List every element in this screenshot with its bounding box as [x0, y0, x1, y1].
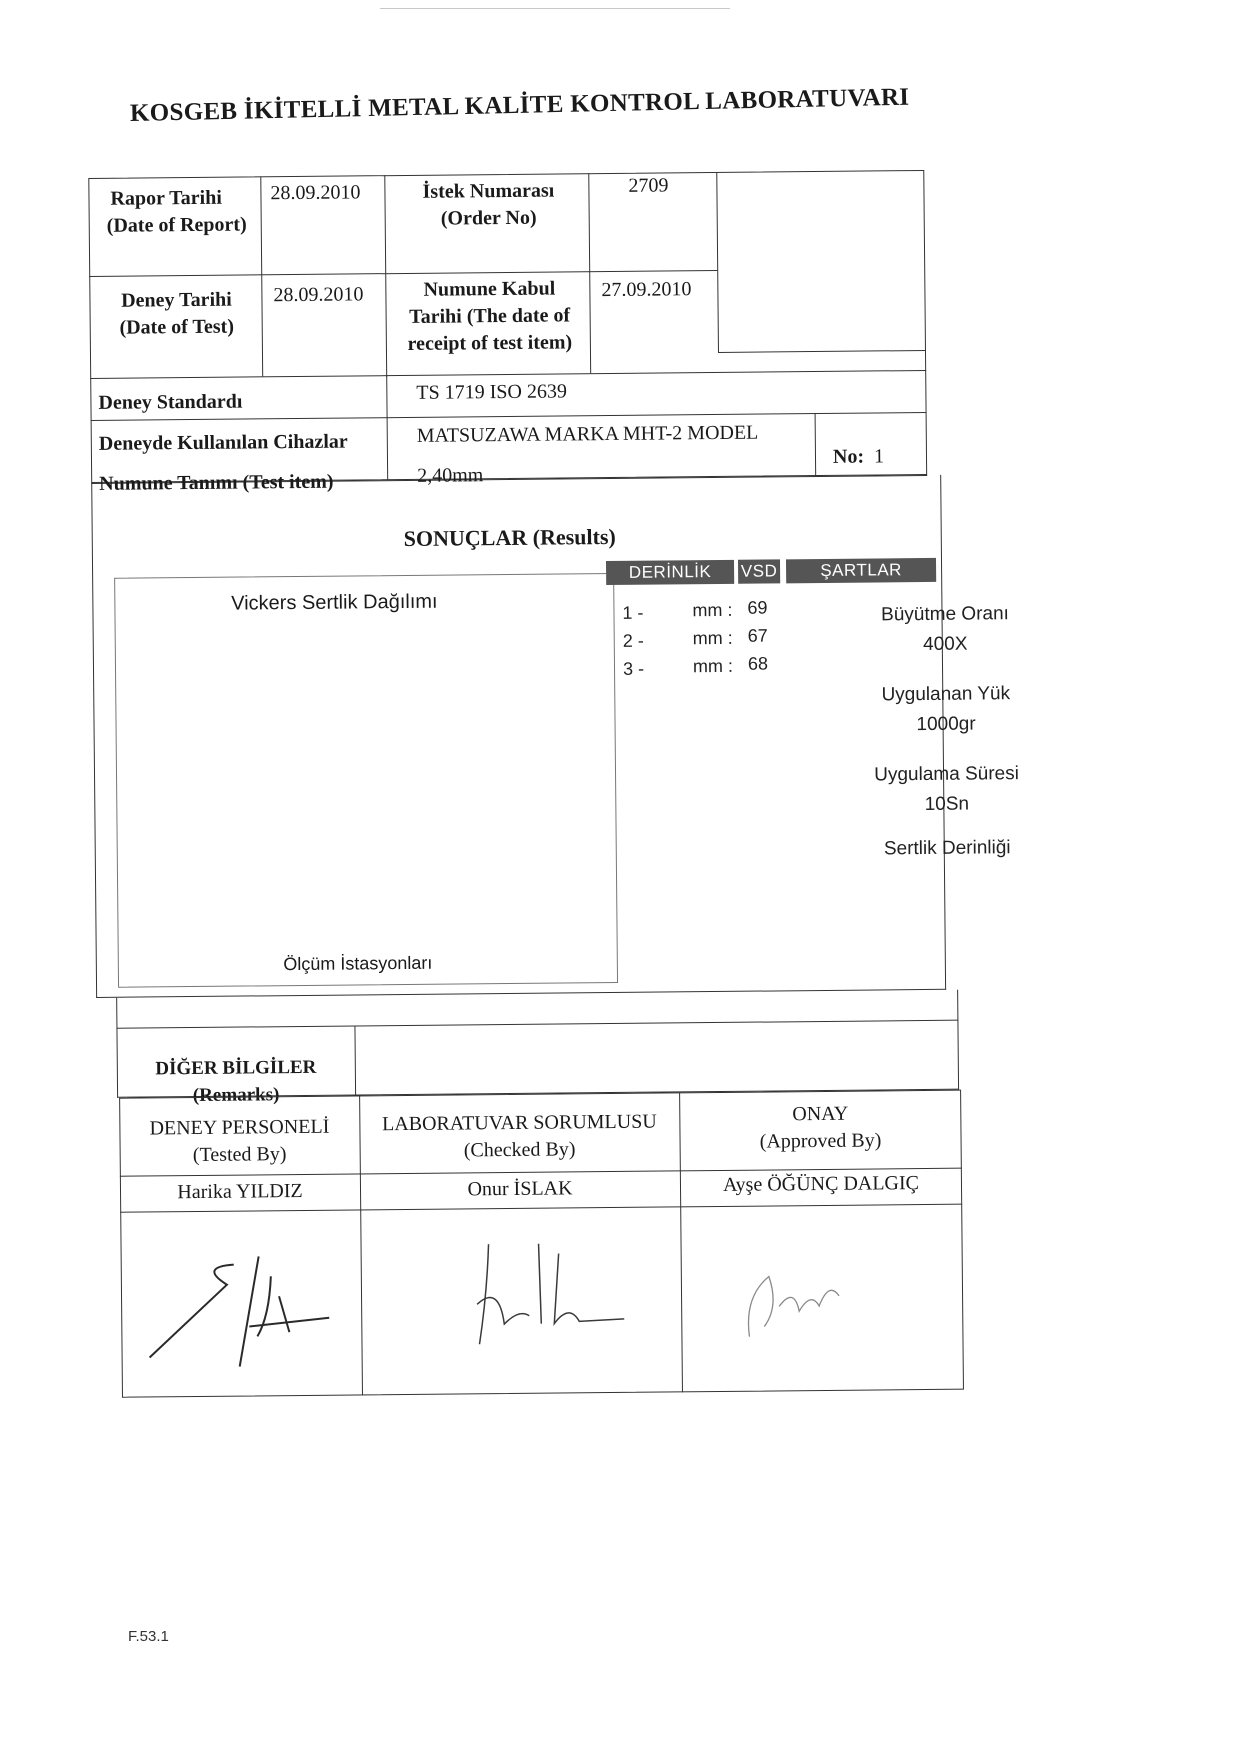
- signature-checked: [428, 1223, 649, 1365]
- chart-title: Vickers Sertlik Dağılımı: [231, 590, 438, 615]
- test-date-label: Deney Tarihi (Date of Test): [119, 288, 235, 339]
- condition-magnification: Büyütme Oranı 400X: [881, 603, 1010, 656]
- result-row-1: 1 -: [622, 602, 644, 623]
- order-no-value: 2709: [628, 174, 669, 197]
- tested-by-name: Harika YILDIZ: [177, 1179, 303, 1204]
- condition-load: Uygulanan Yük 1000gr: [881, 683, 1011, 736]
- receipt-date-value: 27.09.2010: [601, 278, 692, 302]
- tested-by-label: DENEY PERSONELİ (Tested By): [149, 1115, 330, 1167]
- report-date-value: 28.09.2010: [270, 181, 361, 205]
- scan-artifact-line: [380, 8, 730, 9]
- checked-by-name: Onur İSLAK: [467, 1177, 573, 1201]
- condition-duration: Uygulama Süresi 10Sn: [874, 763, 1019, 815]
- vickers-chart-area: [114, 573, 618, 988]
- form-code: F.53.1: [128, 1628, 169, 1645]
- chart-xlabel: Ölçüm İstasyonları: [283, 952, 433, 975]
- condition-depth: Sertlik Derinliği: [883, 837, 1011, 860]
- result-row-2: 2 -: [622, 630, 644, 651]
- approved-by-name: Ayşe ÖĞÜNÇ DALGIÇ: [722, 1172, 920, 1196]
- standard-label: Deney Standardı: [98, 390, 243, 414]
- header-depth: DERİNLİK: [606, 560, 734, 585]
- sample-value: 2,40mm: [417, 464, 484, 487]
- devices-label: Deneyde Kullanılan Cihazlar: [98, 430, 348, 455]
- approved-by-label: ONAY (Approved By): [759, 1102, 882, 1153]
- sample-no: No: 1: [832, 445, 885, 468]
- header-conditions: ŞARTLAR: [786, 558, 936, 583]
- devices-value: MATSUZAWA MARKA MHT-2 MODEL: [416, 421, 759, 447]
- order-no-label: İstek Numarası (Order No): [422, 179, 555, 230]
- report-date-label: Rapor Tarihi (Date of Report): [106, 186, 247, 237]
- result-row-3: 3 -: [622, 658, 645, 679]
- report-form: Rapor Tarihi (Date of Report) 28.09.2010 İstek Numarası (Order No) 2709 Deney Tarihi (Date of Test) 28.09.2010 Numune Kabul Tarihi (The date of receipt of test item) 27.09.2010 Deney Standardı TS 1719 ISO 2639 Deneyde Kullanılan Cihazlar MATSUZAWA MARKA MHT-2 MODEL Numune Tanımı (Test item) 2,40mm No: 1 SONUÇLAR (Results) Vickers Sertlik Dağılımı Ölçüm İstasyonları DERİNLİK VSD ŞARTLAR 1 - mm : 69 2 - mm : 67 3 - mm : 68 Büyütme Oranı 400X Uygulanan Yük 1000gr Uygulama Süresi 10Sn Sertlik Derinliği DİĞER BİLGİLER (Remarks) DENEY PERSONELİ (Tested By) Harika YILDIZ LABORATUVAR SORUMLUSU (Checked By) Onur İSLAK ONAY (Approved By) Ayşe ÖĞÜNÇ DALGIÇ: [88, 139, 1041, 1508]
- header-vsd: VSD: [738, 559, 780, 583]
- signature-tested: [138, 1236, 339, 1378]
- receipt-date-label: Numune Kabul Tarihi (The date of receipt of test item): [407, 277, 573, 355]
- signature-approved: [718, 1235, 919, 1357]
- results-title: SONUÇLAR (Results): [403, 523, 616, 551]
- lab-title: KOSGEB İKİTELLİ METAL KALİTE KONTROL LABORATUVARI: [129, 83, 910, 127]
- sample-label: Numune Tanımı (Test item): [99, 470, 334, 495]
- standard-value: TS 1719 ISO 2639: [416, 380, 568, 404]
- checked-by-label: LABORATUVAR SORUMLUSU (Checked By): [381, 1110, 657, 1162]
- remarks-label: DİĞER BİLGİLER (Remarks): [155, 1056, 317, 1107]
- test-date-value: 28.09.2010: [273, 283, 364, 307]
